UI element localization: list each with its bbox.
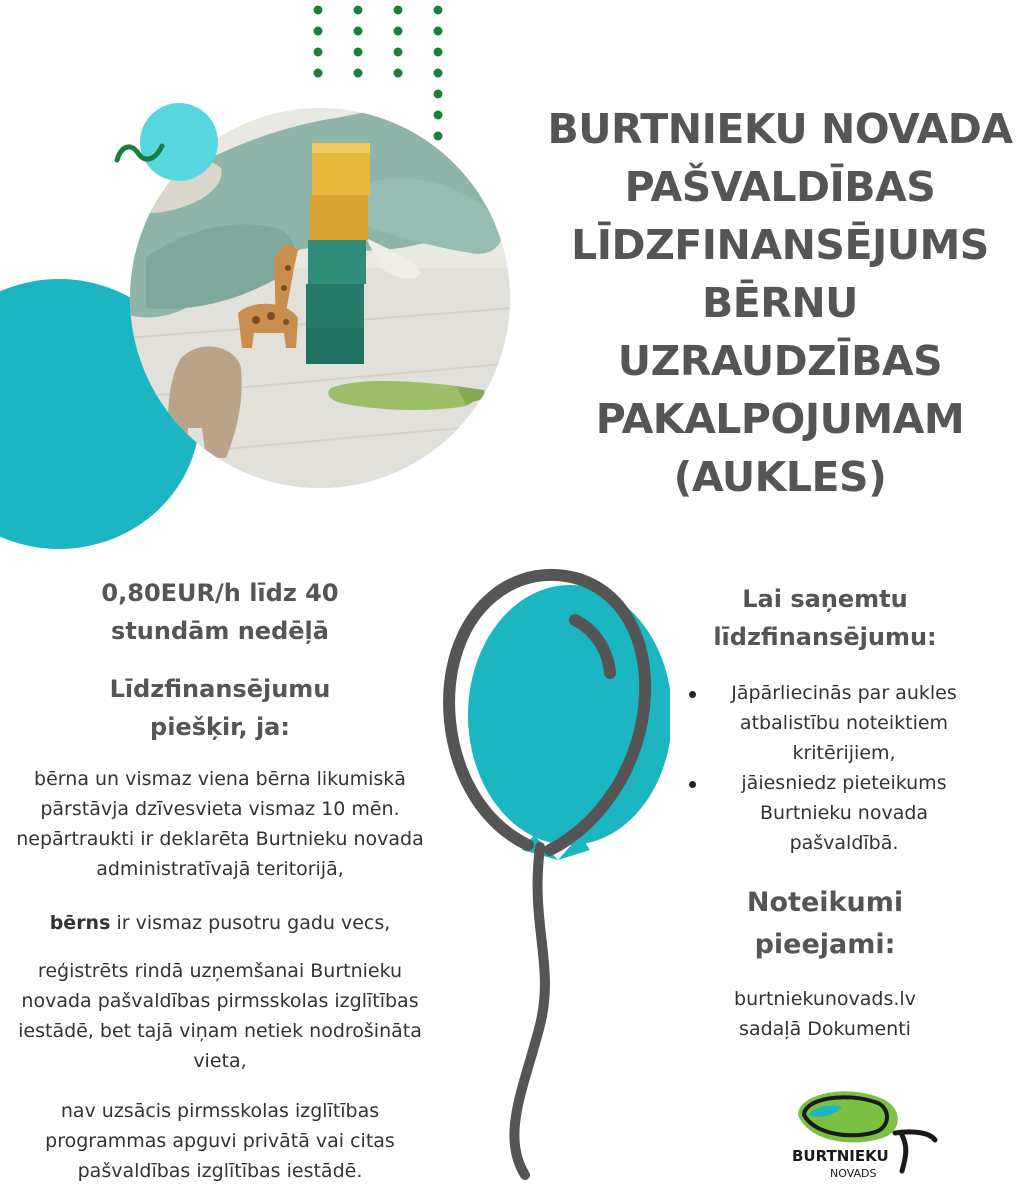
condition-4 [10,1096,430,1186]
condition-3-text: reģistrēts rindā uzņemšanai Burtnieku novada pašvaldības pirmsskolas izglītības iestādē, bet tajā viņam netiek nodrošināta vieta, [18,960,422,1072]
rules-link-text[interactable]: burtniekunovads.lv sadaļā Dokumenti [734,988,916,1040]
rules-info [660,984,990,1044]
rules-heading [660,882,990,966]
logo-line2: NOVADS [830,1167,877,1180]
condition-4-text: nav uzsācis pirmsskolas izglītības programmas apguvi privātā vai citas pašvaldības izglītības iestādē. [45,1100,395,1182]
rate-text: 0,80EUR/h līdz 40 stundām nedēļā [101,579,339,645]
condition-1 [10,764,430,884]
list-item: jāiesniedz pieteikums Burtnieku novada pašvaldībā. [685,768,975,858]
granted-heading [10,670,430,746]
obtain-heading [660,580,990,656]
granted-heading-text: Līdzfinansējumu piešķir, ja: [109,675,331,741]
condition-2-text [10,908,430,938]
condition-2-rest: ir vismaz pusotru gadu vecs, [110,912,391,934]
rules-heading-text: Noteikumi pieejami: [746,887,904,960]
balloon-icon [430,565,670,1195]
rate-heading [10,574,430,650]
condition-2-bold: bērns [49,912,111,934]
list-item: Jāpārliecinās par aukles atbalistību noteiktiem kritērijiem, [685,678,975,768]
condition-3 [10,956,430,1076]
condition-2 [10,908,430,938]
squiggle-icon [112,140,168,166]
obtain-heading-text: Lai saņemtu līdzfinansējumu: [713,585,937,651]
obtain-list [685,678,975,858]
page-title: BURTNIEKU NOVADA PAŠVALDĪBAS LĪDZFINANSĒJUMS BĒRNU UZRAUDZĪBAS PAKALPOJUMAM (AUKLES) [547,105,1013,501]
condition-1-text: bērna un vismaz viena bērna likumiskā pārstāvja dzīvesvieta vismaz 10 mēn. nepārtraukti ir deklarēta Burtnieku novada administratīvajā teritorijā, [16,768,424,880]
burtnieku-logo-icon [790,1085,940,1185]
logo-line1: BURTNIEKU [792,1147,889,1165]
